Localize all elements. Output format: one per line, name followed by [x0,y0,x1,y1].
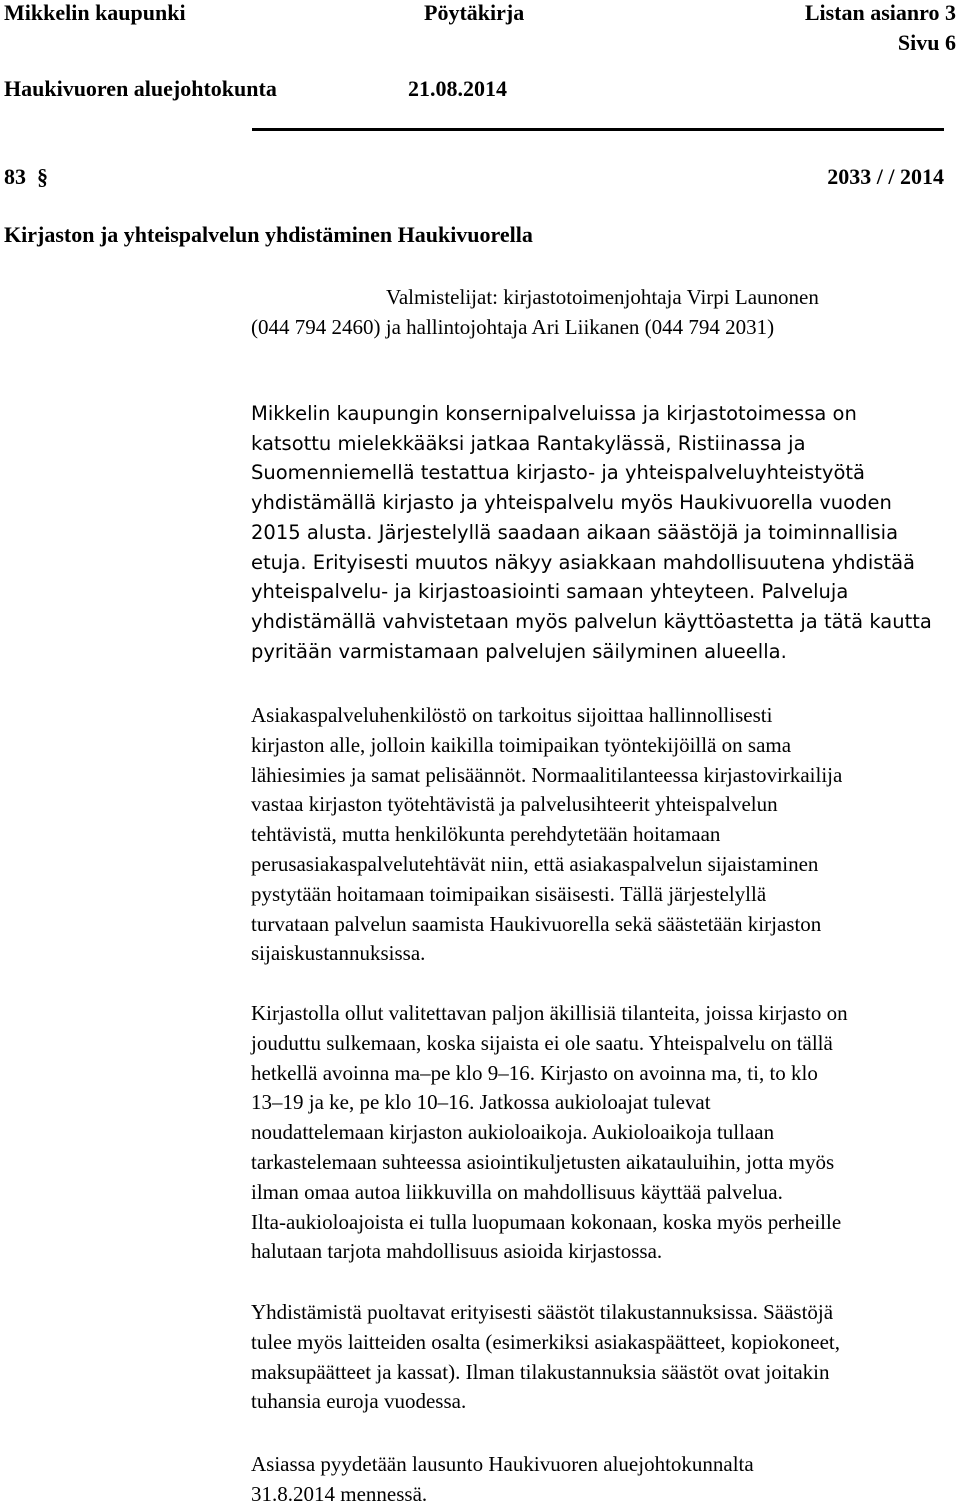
header-city: Mikkelin kaupunki [4,0,186,25]
paragraph-line: vastaa kirjaston työtehtävistä ja palvelusihteerit yhteispalvelun [251,792,778,817]
paragraph-line: pystytään hoitamaan toimipaikan sisäisesti. Tällä järjestelyllä [251,881,767,906]
paragraph-line: noudattelemaan kirjaston aukioloaikoja. Aukioloaikoja tullaan [251,1120,775,1145]
paragraph-line: tuhansia euroja vuodessa. [251,1389,467,1414]
paragraph-line: pyritään varmistamaan palvelujen säilyminen alueella. [251,639,787,663]
paragraph-line: Asiakaspalveluhenkilöstö on tarkoitus sijoittaa hallinnollisesti [251,703,773,727]
paragraph-line: Kirjastolla ollut valitettavan paljon äkillisiä tilanteita, joissa kirjasto on [251,1001,848,1025]
paragraph-line: Suomenniemellä testattua kirjasto- ja yhteispalveluyhteistyötä [251,461,865,485]
paragraph-line: yhdistämällä vahvistetaan myös palvelun käyttöastetta ja tätä kautta [251,609,932,633]
case-number: 83 [4,164,26,189]
header-body: Haukivuoren aluejohtokunta [4,76,277,101]
paragraph-line: kirjaston alle, jolloin kaikilla toimipaikan työntekijöillä on sama [251,732,792,757]
paragraph-line: 31.8.2014 mennessä. [251,1481,428,1506]
header-date: 21.08.2014 [408,76,507,101]
paragraph-line: tulee myös laitteiden osalta (esimerkiksi asiakaspäätteet, kopiokoneet, [251,1329,840,1354]
paragraph-line: tehtävistä, mutta henkilökunta perehdytetään hoitamaan [251,822,721,847]
paragraph-line: katsottu mielekkääksi jatkaa Rantakylässä, Ristiinassa ja [251,431,806,455]
paragraph-3 [251,999,956,1267]
paragraph-line: halutaan tarjota mahdollisuus asioida kirjastossa. [251,1239,663,1264]
paragraph-line: tarkastelemaan suhteessa asiointikuljetusten aikatauluihin, jotta myös [251,1149,835,1174]
case-number-row [4,162,48,192]
paragraph-line: Asiassa pyydetään lausunto Haukivuoren aluejohtokunnalta [251,1452,754,1476]
paragraph-line: 13–19 ja ke, pe klo 10–16. Jatkossa aukioloajat tulevat [251,1090,711,1115]
paragraph-line: jouduttu sulkemaan, koska sijaista ei ole saatu. Yhteispalvelu on tällä [251,1030,833,1055]
paragraph-line: hetkellä avoinna ma–pe klo 9–16. Kirjasto on avoinna ma, ti, to klo [251,1060,818,1085]
paragraph-line: ilman omaa autoa liikkuvilla on mahdollisuus käyttää palvelua. [251,1179,783,1204]
paragraph-line: sijaiskustannuksissa. [251,941,426,966]
paragraph-1 [251,399,956,666]
header-item-number: Listan asianro 3 [804,0,956,25]
paragraph-5 [251,1450,956,1510]
paragraph-line: Mikkelin kaupungin konsernipalveluissa ja kirjastotoimessa on [251,402,857,425]
paragraph-line: yhdistämällä kirjasto ja yhteispalvelu myös Haukivuorella vuoden [251,491,892,515]
preparers-line-2: (044 794 2460) ja hallintojohtaja Ari Liikanen (044 794 2031) [251,315,775,339]
paragraph-line: 2015 alusta. Järjestelyllä saadaan aikaan säästöjä ja toiminnallisia [251,520,899,544]
paragraph-line: yhteispalvelu- ja kirjastoasiointi samaan yhteyteen. Palveluja [251,580,849,604]
paragraph-line: Ilta-aukioloajoista ei tulla luopumaan kokonaan, koska myös perheille [251,1209,842,1234]
header-divider [252,128,944,131]
paragraph-line: maksupäätteet ja kassat). Ilman tilakustannuksia säästöt ovat joitakin [251,1359,830,1384]
paragraph-line: turvataan palvelun saamista Haukivuorella sekä säästetään kirjaston [251,911,822,936]
paragraph-line: etuja. Erityisesti muutos näkyy asiakkaan mahdollisuutena yhdistää [251,550,915,574]
paragraph-line: lähiesimies ja samat pelisäännöt. Normaalitilanteessa kirjastovirkailija [251,762,843,787]
paragraph-4 [251,1298,956,1417]
case-reference: 2033 / / 2014 [827,164,944,189]
paragraph-2 [251,701,956,969]
header-document-type: Pöytäkirja [424,0,525,25]
paragraph-line: perusasiakaspalvelutehtävät niin, että asiakaspalvelun sijaistaminen [251,851,819,876]
preparers-line-1: Valmistelijat: kirjastotoimenjohtaja Virpi Launonen [386,285,819,309]
paragraph-line: Yhdistämistä puoltavat erityisesti säästöt tilakustannuksissa. Säästöjä [251,1300,834,1324]
header-page-number: Sivu 6 [897,30,956,55]
section-symbol: § [37,164,48,189]
case-title: Kirjaston ja yhteispalvelun yhdistäminen Haukivuorella [4,222,533,247]
